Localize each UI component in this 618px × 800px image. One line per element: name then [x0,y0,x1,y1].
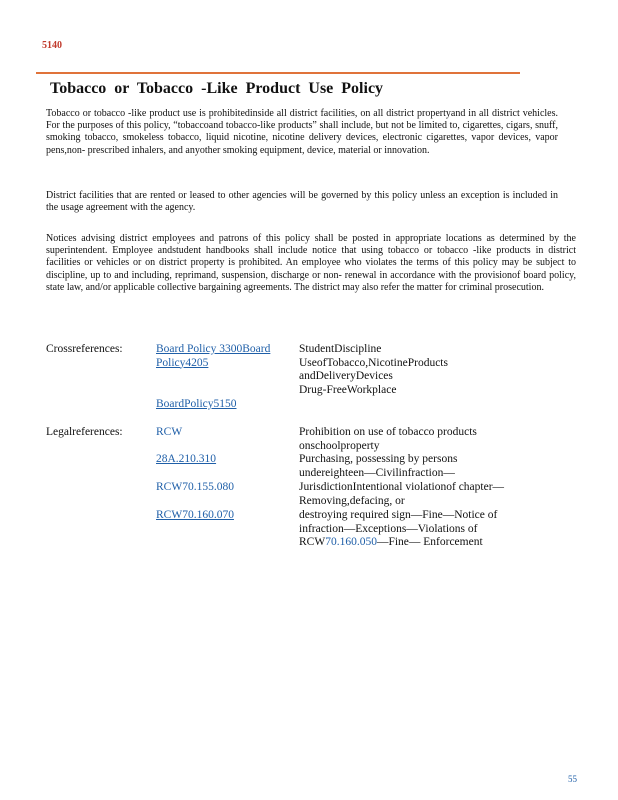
rcw-70-160-050-ref: 70.160.050 [325,536,377,548]
cross-reference-description: Drug-FreeWorkplace [299,384,397,396]
board-policy-3300-4205-link[interactable]: Board Policy 3300Board Policy4205 [156,343,271,369]
page-number: 55 [568,774,577,784]
cross-reference-description: StudentDiscipline UseofTobacco,NicotineProducts andDeliveryDevices [299,343,448,382]
legal-references-label: Legalreferences: [46,426,123,438]
legal-reference-code: RCW70.155.080 [156,481,234,493]
board-policy-5150-link[interactable]: BoardPolicy5150 [156,398,237,410]
legal-description-text: destroying required sign—Fine—Notice of infraction—Exceptions—Violations of RCW [299,509,498,548]
policy-paragraph-3: Notices advising district employees and patrons of this policy shall be posted in appropriate locations as determined by the superintendent. Employee andstudent handbooks shall include notice that using tobacco or tobacco -like products in district facilities or vehicles or on district property is prohibited. An employee who violates the terms of this policy may be subject to discipline, up to and including, reprimand, suspension, discharge or non- renewal in accordance with the provisionof board policy, state law, and/or applicable collective bargaining agreements. The district may also refer the matter for criminal prosecution. [46,233,576,293]
page-title: Tobacco or Tobacco -Like Product Use Policy [50,80,384,97]
legal-reference-code: RCW [156,426,183,438]
policy-paragraph-1: Tobacco or tobacco -like product use is prohibitedinside all district facilities, on all district propertyand in all district vehicles. For the purposes of this policy, “tobaccoand tobacco-like products” shall include, but not be limited to, cigarettes, cigars, snuff, smoking tobacco, smokeless tobacco, liquid nicotine, nicotine delivery devices, electronic cigarettes, vapor devices, vapor pens,non- prescribed inhalers, and anyother smoking equipment, device, material or innovation. [46,108,558,156]
legal-description-text: —Fine— Enforcement [376,536,483,548]
rcw-70-160-070-link[interactable]: RCW70.160.070 [156,509,234,521]
legal-reference-description: JurisdictionIntentional violationof chapter—Removing,defacing, or [299,481,505,507]
title-rule [36,72,520,74]
rcw-28a-210-310-link[interactable]: 28A.210.310 [156,453,217,465]
legal-reference-description [299,509,524,550]
legal-reference-description: Purchasing, possessing by persons undereighteen—Civilinfraction— [299,453,458,479]
legal-reference-description: Prohibition on use of tobacco products onschoolproperty [299,426,477,452]
policy-number: 5140 [42,40,62,51]
policy-paragraph-2: District facilities that are rented or leased to other agencies will be governed by this policy unless an exception is included in the usage agreement with the agency. [46,190,558,214]
cross-references-label: Crossreferences: [46,343,123,355]
